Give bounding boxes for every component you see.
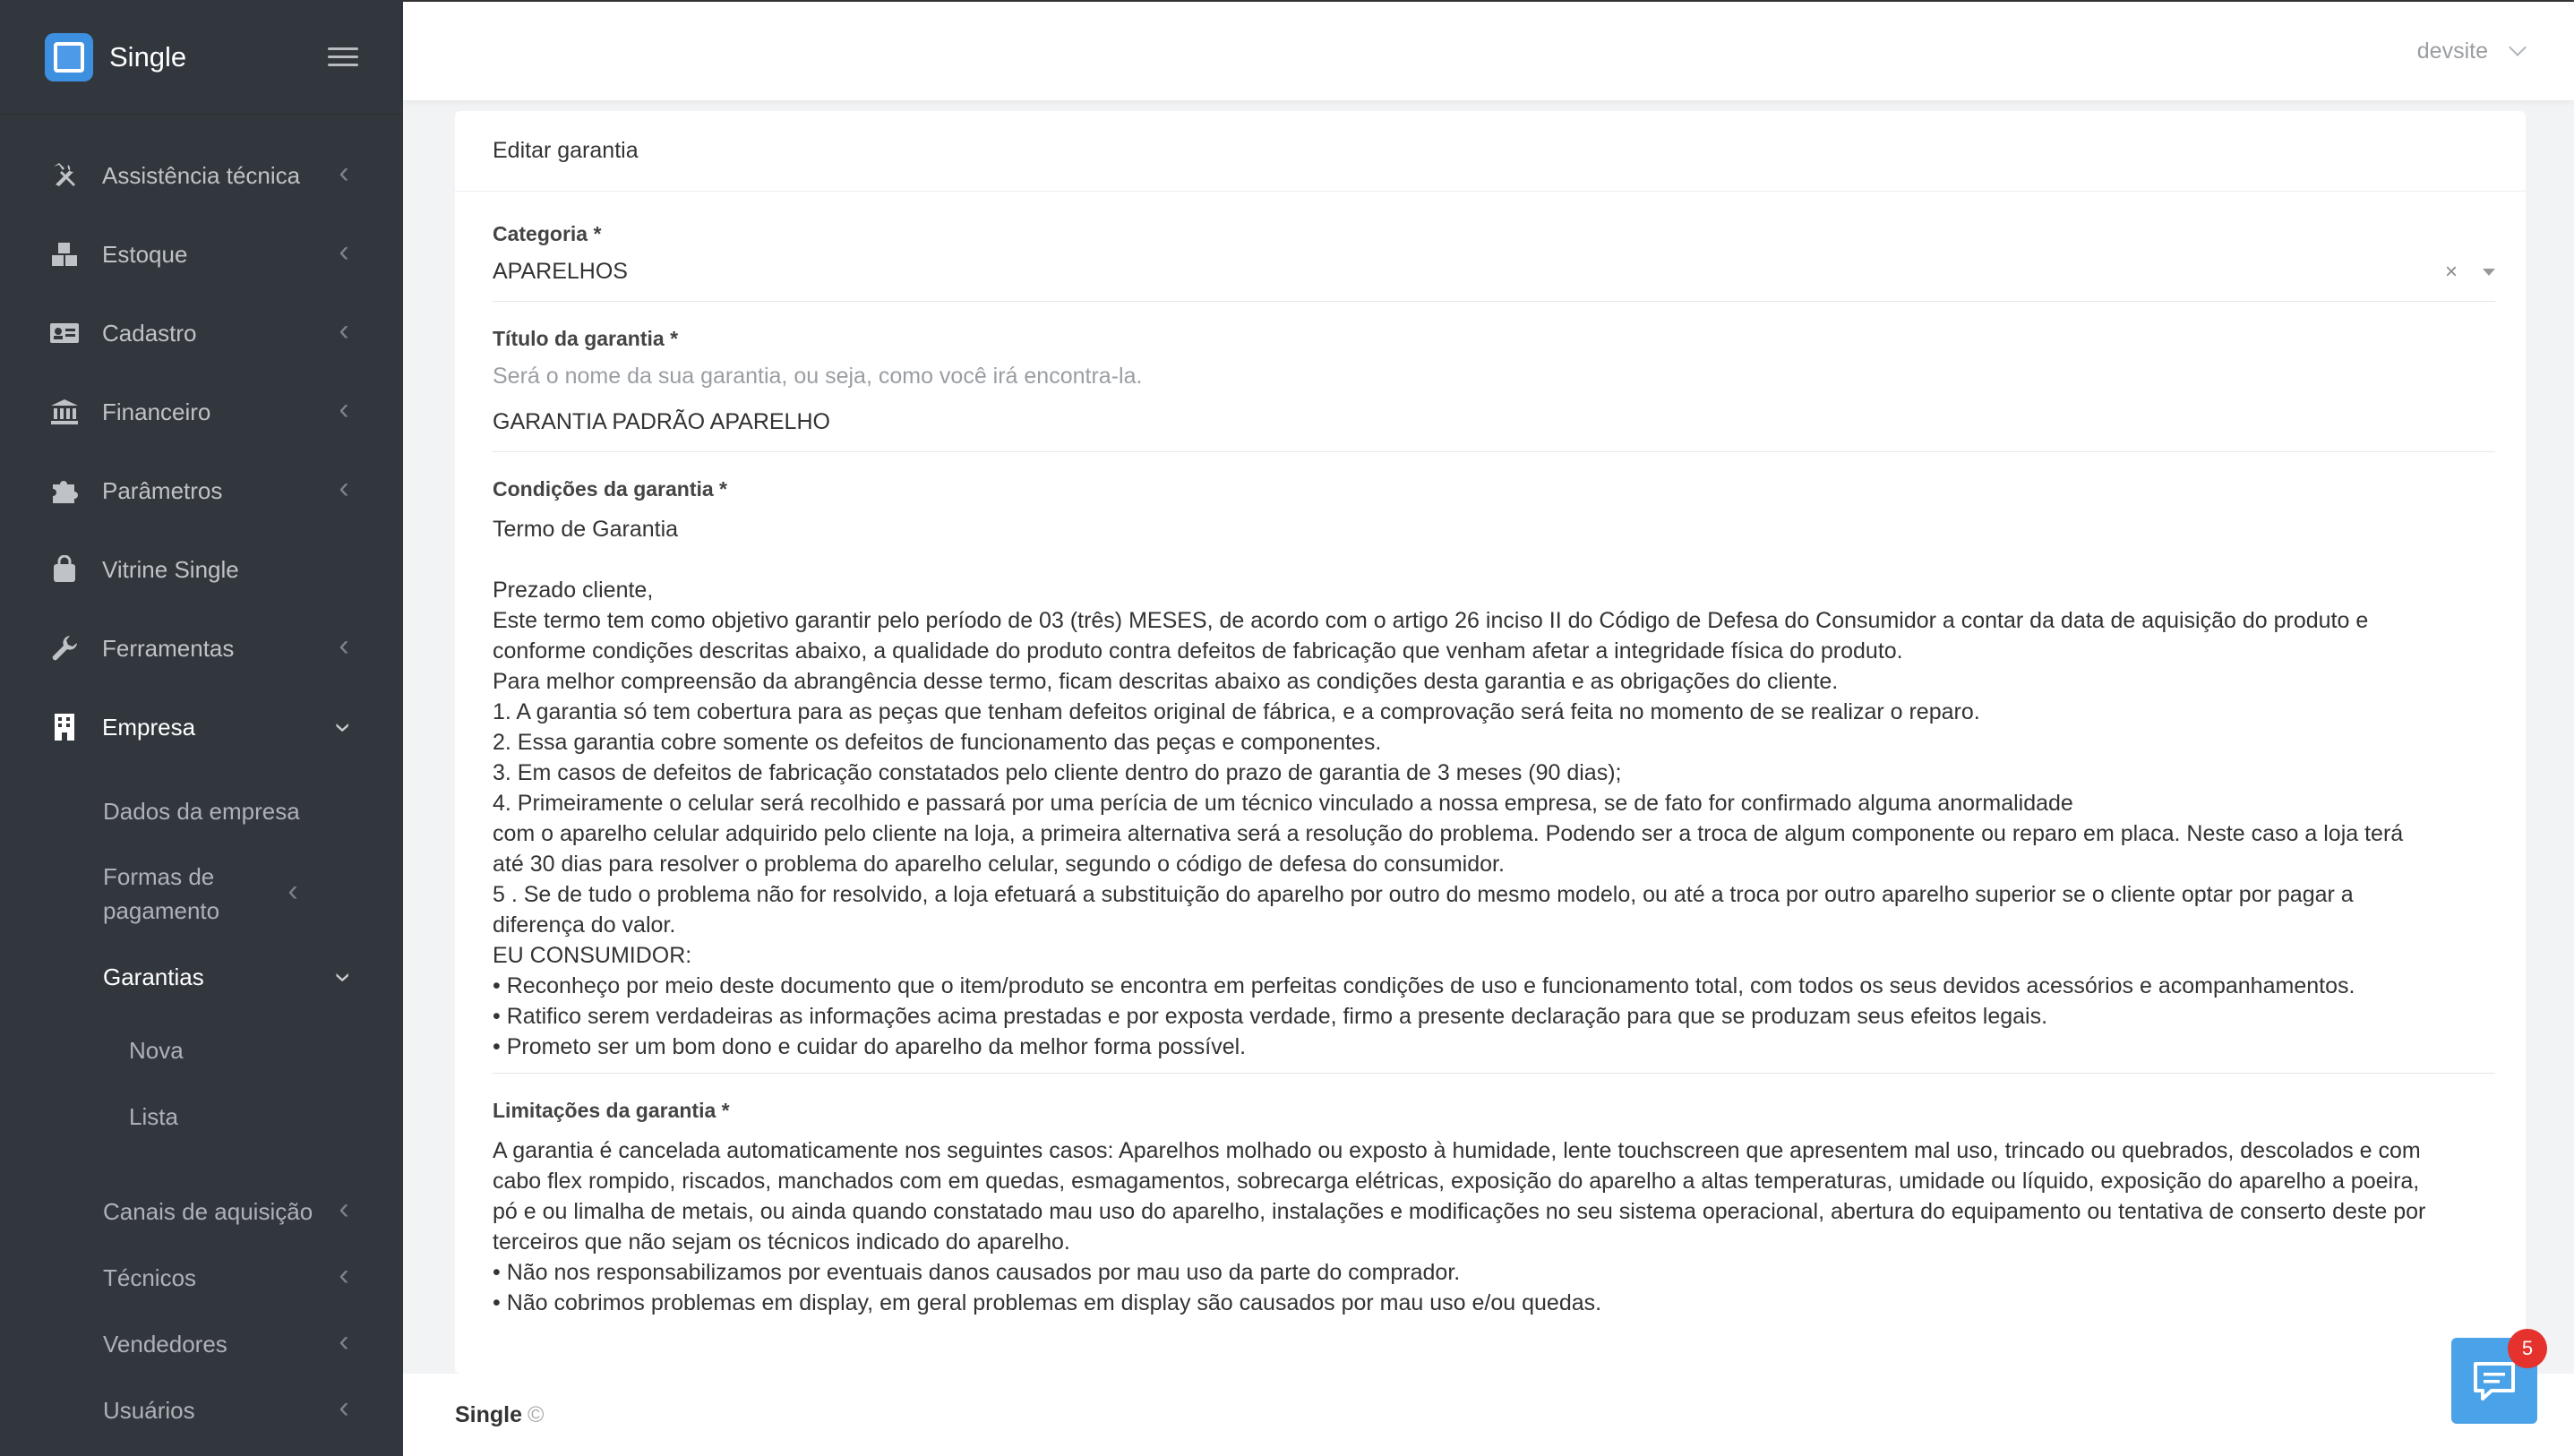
sidebar-item-label: Técnicos (103, 1264, 197, 1291)
text-line: Prezado cliente, (493, 578, 654, 603)
chevron-left-icon (333, 164, 355, 188)
sidebar-item-cadastro[interactable] (0, 294, 403, 373)
limitacoes-field (493, 1099, 2488, 1329)
dropdown-arrow-icon[interactable] (2483, 269, 2495, 276)
titulo-input[interactable] (493, 409, 2495, 452)
text-line: cabo flex rompido, riscados, manchados com em quedas, esmagamentos, sobrecarga elétricas, exposição do aparelho a altas temperaturas, umidade ou líquido, exposição do aparelho a poeira, (493, 1169, 2420, 1194)
text-line: • Não nos responsabilizamos por eventuais danos causados por mau uso da parte do comprador. (493, 1260, 1461, 1285)
text-line: • Reconheço por meio deste documento que o item/produto se encontra em perfeitas condições de uso e funcionamento total, com todos os seus devidos acessórios e acompanhamentos. (493, 973, 2355, 998)
sidebar-item-label: Parâmetros (102, 476, 223, 504)
sidebar-item-tecnicos[interactable] (0, 1245, 403, 1311)
titulo-value: GARANTIA PADRÃO APARELHO (493, 409, 830, 434)
topbar (403, 0, 2574, 100)
categoria-value: APARELHOS (493, 259, 628, 284)
brand-bar (0, 0, 403, 115)
user-name: devsite (2416, 38, 2488, 64)
sidebar-item-financeiro[interactable] (0, 373, 403, 451)
sidebar-item-canais-de-aquisicao[interactable] (0, 1178, 403, 1245)
text-line: até 30 dias para resolver o problema do aparelho celular, segundo o código de defesa do consumidor. (493, 852, 1505, 877)
chevron-left-icon (333, 1399, 355, 1423)
text-line: Para melhor compreensão da abrangência desse termo, ficam descritas abaixo as condições desta garantia e as obrigações do cliente. (493, 669, 1839, 694)
limitacoes-textarea[interactable] (493, 1135, 2495, 1329)
building-icon (48, 711, 81, 743)
text-line (493, 544, 2495, 575)
sidebar (0, 0, 403, 1456)
titulo-field (493, 327, 2488, 452)
puzzle-icon (48, 475, 81, 507)
sidebar-item-vitrine-single[interactable] (0, 530, 403, 609)
chevron-left-icon (333, 243, 355, 267)
footer-brand: Single (455, 1401, 523, 1427)
text-line: 1. A garantia só tem cobertura para as peças que tenham defeitos original de fábrica, e a comprovação será feita no momento de se realizar o reparo. (493, 699, 1980, 724)
text-line: Termo de Garantia (493, 517, 679, 542)
tools-icon (48, 159, 81, 192)
footer (403, 1374, 2574, 1456)
chevron-left-icon (333, 1266, 355, 1290)
condicoes-field (493, 477, 2488, 1074)
boxes-icon (48, 238, 81, 270)
text-line: 5 . Se de tudo o problema não for resolvido, a loja efetuará a substituição do aparelho por outro do mesmo modelo, ou até a troca por outro aparelho superior se o cliente optar por pagar a (493, 882, 2354, 907)
condicoes-textarea[interactable] (493, 514, 2495, 1074)
sidebar-item-label: Cadastro (102, 319, 197, 347)
sidebar-item-label: Nova (129, 1036, 184, 1064)
chevron-left-icon (333, 1332, 355, 1357)
app-name: Single (109, 40, 187, 73)
sidebar-item-label: Dados da empresa (103, 798, 300, 825)
sidebar-item-label: Lista (129, 1102, 178, 1130)
condicoes-label: Condições da garantia * (493, 477, 728, 501)
text-line: conforme condições descritas abaixo, a qualidade do produto contra defeitos de fabricação que venham afetar a integridade física do produto. (493, 638, 1903, 664)
wrench-icon (48, 632, 81, 664)
warranty-form (455, 192, 2526, 1329)
text-line: com o aparelho celular adquirido pelo cliente na loja, a primeira alternativa será a resolução do problema. Podendo ser a troca de algum componente ou reparo em placa. Neste caso a loja terá (493, 821, 2404, 846)
text-line: terceiros que não sejam os técnicos indicado do aparelho. (493, 1229, 1070, 1255)
chevron-left-icon (333, 400, 355, 424)
user-menu[interactable] (2417, 39, 2524, 64)
sidebar-item-label: Empresa (102, 713, 196, 741)
chevron-left-icon (333, 479, 355, 503)
sidebar-item-empresa[interactable] (0, 688, 403, 767)
text-line: Este termo tem como objetivo garantir pelo período de 03 (três) MESES, de acordo com o artigo 26 inciso II do Código de Defesa do Consumidor a contar da data de aquisição do produto e (493, 608, 2369, 633)
text-line: pó e ou limalha de metais, ou ainda quando constatado mau uso do aparelho, instalações e modificações no seu sistema operacional, abertura do equipamento ou tentativa de conserto deste por (493, 1199, 2426, 1224)
chevron-left-icon (333, 637, 355, 661)
sidebar-item-ferramentas[interactable] (0, 609, 403, 688)
clear-selection-icon[interactable]: × (2444, 259, 2458, 284)
text-line: 2. Essa garantia cobre somente os defeitos de funcionamento das peças e componentes. (493, 730, 1382, 755)
sidebar-item-garantias[interactable] (0, 937, 403, 1017)
card-title: Editar garantia (455, 111, 2526, 192)
chat-icon (2472, 1360, 2517, 1401)
sidebar-item-label: Assistência técnica (102, 161, 301, 189)
sidebar-item-label: Vitrine Single (102, 555, 239, 583)
titulo-hint: Será o nome da sua garantia, ou seja, como você irá encontra-la. (493, 364, 1143, 389)
shopping-bag-icon (48, 553, 81, 586)
sidebar-item-label: Formas de pagamento (103, 863, 220, 924)
sidebar-item-label: Canais de aquisição (103, 1198, 313, 1225)
edit-warranty-card (455, 111, 2526, 1374)
sidebar-item-label: Financeiro (102, 398, 211, 425)
text-line: • Não cobrimos problemas em display, em geral problemas em display são causados por mau uso e/ou quedas. (493, 1290, 1602, 1315)
text-line: 3. Em casos de defeitos de fabricação constatados pelo cliente dentro do prazo de garantia de 3 meses (90 dias); (493, 760, 1622, 785)
sidebar-item-estoque[interactable] (0, 215, 403, 294)
chevron-down-icon (333, 710, 355, 745)
copyright-symbol: © (528, 1401, 545, 1427)
app-logo-icon[interactable] (45, 33, 93, 81)
chevron-down-icon (2509, 39, 2527, 56)
text-line: • Prometo ser um bom dono e cuidar do aparelho da melhor forma possível. (493, 1034, 1247, 1059)
id-card-icon (48, 317, 81, 349)
sidebar-item-usuarios[interactable] (0, 1377, 403, 1443)
categoria-label: Categoria * (493, 222, 602, 245)
hamburger-menu-icon[interactable] (328, 47, 358, 66)
categoria-select[interactable] (493, 259, 2495, 302)
sidebar-item-label: Ferramentas (102, 634, 235, 662)
sidebar-item-vendedores[interactable] (0, 1311, 403, 1377)
text-line: A garantia é cancelada automaticamente nos seguintes casos: Aparelhos molhado ou exposto à humidade, lente touchscreen que apresentem mal uso, trincado ou quebrados, descolados e com (493, 1138, 2421, 1163)
sidebar-item-dados-da-empresa[interactable] (0, 772, 403, 851)
notification-badge: 5 (2508, 1329, 2547, 1368)
sidebar-item-label: Usuários (103, 1397, 195, 1424)
sidebar-item-label: Garantias (103, 964, 204, 990)
sidebar-item-formas-de-pagamento[interactable] (0, 851, 403, 937)
chevron-down-icon (333, 960, 355, 995)
text-line: diferença do valor. (493, 912, 676, 938)
bank-icon (48, 396, 81, 428)
sidebar-item-assistencia-tecnica[interactable] (0, 136, 403, 215)
titulo-label: Título da garantia * (493, 327, 679, 350)
limitacoes-label: Limitações da garantia * (493, 1099, 730, 1122)
chevron-left-icon (333, 1200, 355, 1224)
sidebar-item-label: Estoque (102, 240, 188, 268)
sidebar-item-lista[interactable] (0, 1083, 403, 1150)
text-line: • Ratifico serem verdadeiras as informações acima prestadas e por exposta verdade, firmo a presente declaração para que se produzam seus efeitos legais. (493, 1004, 2048, 1029)
sidebar-nav (0, 115, 403, 1443)
chevron-left-icon (282, 882, 304, 906)
sidebar-item-parametros[interactable] (0, 451, 403, 530)
text-line: EU CONSUMIDOR: (493, 943, 692, 968)
categoria-field (493, 222, 2488, 302)
sidebar-item-nova[interactable] (0, 1017, 403, 1083)
sidebar-item-label: Vendedores (103, 1331, 227, 1358)
chevron-left-icon (333, 321, 355, 346)
text-line: 4. Primeiramente o celular será recolhido e passará por uma perícia de um técnico vinculado a nossa empresa, se de fato for confirmado alguma anormalidade (493, 791, 2073, 816)
